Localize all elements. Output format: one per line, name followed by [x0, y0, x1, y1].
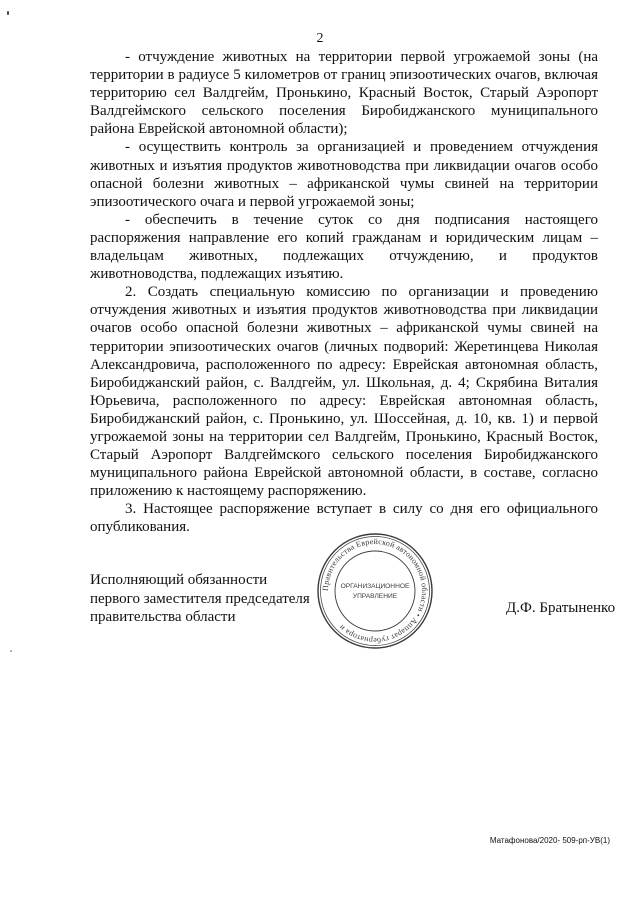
- signatory-position-line: Исполняющий обязанности: [90, 572, 268, 588]
- signatory-position: [90, 571, 310, 627]
- paragraph-control: - осуществить контроль за организацией и проведением отчуждения животных и изъятия продуктов животноводства при ликвидации очагов особо опасной болезни животных – африканской чумы свиней на территории эпизоотического очага и первой угрожаемой зоны;: [90, 139, 598, 210]
- signatory-position-line: первого заместителя председателя: [90, 590, 310, 607]
- document-reference: Матафонова/2020- 509-рп-УВ(1): [489, 836, 610, 845]
- paragraph-copies: - обеспечить в течение суток со дня подписания настоящего распоряжения направление его копий гражданам и юридическим лицам – владельцам животных, подлежащих отчуждению, и продуктов животноводства, подлежащих изъятию.: [90, 211, 598, 283]
- signatory-position-line: правительства области: [90, 609, 236, 625]
- seal-center-line: ОРГАНИЗАЦИОННОЕ: [340, 583, 410, 590]
- paragraph-alienation-zone: - отчуждение животных на территории первой угрожаемой зоны (на территории в радиусе 5 километров от границ эпизоотических очагов, включая территорию сел Валдгейм, Пронькино, Красный Восток, Старый Аэропорт Валдгеймского сельского поселения Биробиджанского муниципального района Еврейской автономной области);: [90, 49, 598, 138]
- signatory-name: Д.Ф. Братыненко: [506, 600, 616, 616]
- document-body: [90, 48, 598, 537]
- page-number: 2: [316, 31, 324, 46]
- official-seal: [315, 531, 435, 651]
- scan-artifact: [10, 650, 12, 652]
- seal-ring-text: Правительства Еврейской автономной области • Аппарат губернатора и: [320, 536, 430, 646]
- seal-center-line: УПРАВЛЕНИЕ: [352, 593, 398, 600]
- scan-artifact: [7, 11, 9, 15]
- paragraph-effective: 3. Настоящее распоряжение вступает в силу со дня его официального опубликования.: [90, 501, 598, 536]
- svg-text:Правительства Еврейской автоно: [321, 537, 429, 645]
- paragraph-commission: 2. Создать специальную комиссию по организации и проведению отчуждения животных и изъятия продуктов животноводства при ликвидации очагов особо опасной болезни животных – африканской чумы свиней на территории эпизоотических очагов (личных подворий: Жеретинцева Николая Александровича, расположенного по адресу: Еврейская автономная область, Биробиджанский район, с. Валдгейм, ул. Школьная, д. 4; Скрябина Виталия Юрьевича, расположенного по адресу: Еврейская автономная область, Биробиджанский район, с. Пронькино, ул. Шоссейная, д. 10, кв. 1) и первой угрожаемой зоны на территории сел Валдгейм, Пронькино, Красный Восток, Старый Аэропорт Валдгеймского сельского поселения Биробиджанского муниципального района Еврейской автономной области, в составе, согласно приложению к настоящему распоряжению.: [90, 284, 598, 500]
